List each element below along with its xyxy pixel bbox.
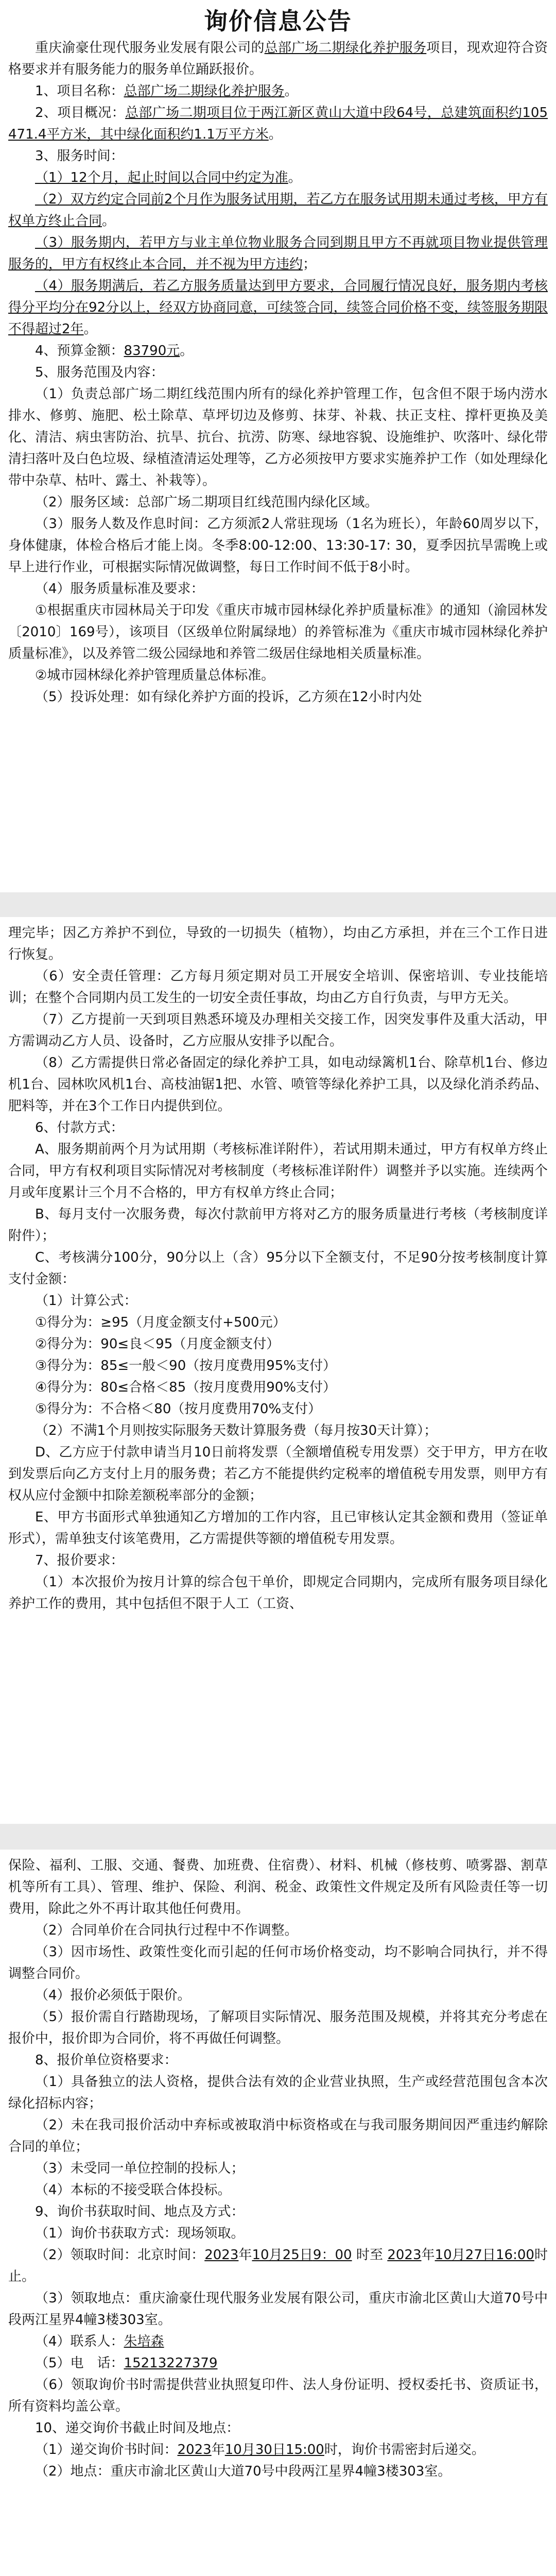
underlined-text: （4）服务期满后，若乙方服务质量达到甲方要求，合同履行情况良好，服务期内考核得分平均分在92分以上，经双方协商同意，可续签合同，续签合同价格不变，续签服务期限不得超过2年 xyxy=(8,278,548,337)
underlined-text: 83790元 xyxy=(124,343,180,359)
budget-amount xyxy=(8,340,548,362)
text-run: 。 xyxy=(284,83,298,99)
quote-requirement-5: （5）报价需自行踏勘现场，了解项目实际情况、服务范围及规模，并将其充分考虑在报价中，报价即为合同价，将不再做任何调整。 xyxy=(8,2009,548,2046)
document-page-3 xyxy=(0,1850,556,2576)
page-gap xyxy=(0,892,556,917)
qualification-3: （3）未受同一单位控制的投标人； xyxy=(35,2161,245,2176)
contact-person xyxy=(8,2331,548,2352)
text-run: 4、预算金额： xyxy=(35,343,124,359)
text-run: 项目，现欢迎符合资格要求并有服务能力的服务单位踊跃报价。 xyxy=(8,40,548,77)
inquiry-doc-materials: （6）领取询价书时需提供营业执照复印件、法人身份证明、授权委托书、资质证书，所有资料均盖公章。 xyxy=(8,2377,548,2414)
text-run: 年 xyxy=(211,2442,225,2458)
text-run: 2、项目概况： xyxy=(35,105,126,121)
scope-2-area: （2）服务区域：总部广场二期项目红线范围内绿化区域。 xyxy=(35,495,378,510)
quote-requirement-2: （2）合同单价在合同执行过程中不作调整。 xyxy=(35,1923,298,1938)
score-tier-2: ②得分为：90≤良＜95（月度金额支付） xyxy=(35,1336,280,1352)
underlined-text: 总部广场二期绿化养护服务 xyxy=(264,40,427,56)
score-tier-4: ④得分为：80≤合格＜85（按月度费用90%支付） xyxy=(35,1380,337,1395)
text-run: （4）联系人： xyxy=(35,2334,124,2349)
underlined-text: （1）12个月，起止时间以合同中约定为准 xyxy=(35,170,288,185)
service-time-2 xyxy=(8,189,548,232)
payment-heading: 6、付款方式： xyxy=(35,1120,124,1136)
contact-phone xyxy=(8,2352,548,2374)
page-gap xyxy=(0,1824,556,1850)
underlined-text: 10月30日15:00 xyxy=(224,2442,324,2458)
text-run: 年 xyxy=(238,2247,252,2263)
underlined-text: （3）服务期内，若甲方与业主单位物业服务合同到期且甲方不再就项目物业提供管理服务的，甲方有权终止本合同，并不视为甲方违约 xyxy=(8,235,548,272)
text-run: 。 xyxy=(268,127,282,142)
submission-heading: 10、递交询价书截止时间及地点： xyxy=(35,2420,240,2436)
qualification-heading: 8、报价单位资格要求： xyxy=(35,2053,178,2068)
text-run: （2）领取时间：北京时间： xyxy=(35,2247,205,2263)
partial-month-rule: （2）不满1个月则按实际服务天数计算服务费（每月按30天计算）； xyxy=(35,1423,438,1438)
qualification-2: （2）未在我司报价活动中弃标或被取消中标资格或在与我司服务期间因严重违约解除合同的单位； xyxy=(8,2117,548,2155)
handover-requirement: （7）乙方提前一天到项目熟悉环境及办理相关交接工作，因突发事件及重大活动，甲方需调动乙方人员、设备时，乙方应服从安排予以配合。 xyxy=(8,1012,548,1049)
underlined-text: 10月25日 xyxy=(252,2247,313,2263)
document-page-2 xyxy=(0,917,556,1824)
project-overview xyxy=(8,102,548,145)
payment-c: C、考核满分100分，90分以上（含）95分以下全额支付，不足90分按考核制度计算支付金额： xyxy=(8,1250,548,1287)
text-run: （1）递交询价书时间： xyxy=(35,2442,178,2458)
text-run: 时止。 xyxy=(8,2247,548,2284)
document-page-1 xyxy=(0,0,556,892)
underlined-text: 16:00 xyxy=(495,2247,534,2263)
underlined-text: 9：00 xyxy=(312,2247,352,2263)
scope-4-quality: （4）服务质量标准及要求： xyxy=(35,581,204,597)
text-run: 时，询价书需密封后递交。 xyxy=(324,2442,485,2458)
service-time-heading: 3、服务时间： xyxy=(35,148,124,164)
text-run: 时至 xyxy=(352,2247,388,2263)
quote-requirement-3: （3）因市场性、政策性变化而引起的任何市场价格变动，均不影响合同执行，并不得调整合同价。 xyxy=(8,1944,548,1981)
qualification-4: （4）本标的不接受联合体投标。 xyxy=(35,2182,231,2198)
underlined-text: 2023 xyxy=(387,2247,422,2263)
inquiry-doc-heading: 9、询价书获取时间、地点及方式： xyxy=(35,2204,245,2219)
submission-time xyxy=(8,2439,548,2461)
equipment-requirement: （8）乙方需提供日常必备固定的绿化养护工具，如电动绿篱机1台、除草机1台、修边机1台、园林吹风机1台、高枝油锯1把、水管、喷管等绿化养护工具，以及绿化消杀药品、肥料等，并在3个工作日内提供到位。 xyxy=(8,1055,548,1114)
underlined-text: 15213227379 xyxy=(124,2355,218,2371)
scope-heading: 5、服务范围及内容： xyxy=(35,365,164,380)
inquiry-doc-time xyxy=(8,2244,548,2287)
scope-1: （1）负责总部广场二期红线范围内所有的绿化养护管理工作，包含但不限于场内涝水排水、修剪、施肥、松土除草、草坪切边及修剪、抹芽、补栽、扶正支柱、撑杆更换及美化、清洁、病虫害防治、抗旱、抗台、抗涝、防寒、绿地容貌、设施维护、吹落叶、绿化带清扫落叶及白色垃圾、绿植渣清运处理等，乙方必须按甲方要求实施养护工作（如处理绿化带中杂草、枯叶、露土、补栽等）。 xyxy=(8,386,548,488)
underlined-text: 2023 xyxy=(204,2247,239,2263)
text-run: 重庆渝豪仕现代服务业发展有限公司的 xyxy=(35,40,265,56)
scope-3-staff: （3）服务人数及作息时间：乙方须派2人常驻现场（1名为班长），年龄60周岁以下，身体健康，体检合格后才能上岗。冬季8:00-12:00、13:30-17: 30，夏季因抗旱需晚上或早上进行作业，可根据实际情况做调整，每日工作时间不低于8小时。 xyxy=(8,516,548,575)
qualification-1: （1）具备独立的法人资格，提供合法有效的企业营业执照，生产或经营范围包含本次绿化招标内容； xyxy=(8,2074,548,2111)
quality-standard-1: ①根据重庆市园林局关于印发《重庆市城市园林绿化养护质量标准》的通知（渝园林发〔2010〕169号），该项目（区级单位附属绿地）的养管标准为《重庆市城市园林绿化养护质量标准》，以及养管二级公园绿地和养管二级居住绿地相关质量标准。 xyxy=(8,603,548,662)
quality-standard-2: ②城市园林绿化养护管理质量总体标准。 xyxy=(35,668,275,683)
inquiry-doc-location: （3）领取地点：重庆渝豪仕现代服务业发展有限公司，重庆市渝北区黄山大道70号中段两江星界4幢3楼303室。 xyxy=(8,2291,548,2328)
project-name xyxy=(8,80,548,102)
text-run: 。 xyxy=(288,170,302,185)
payment-e: E、甲方书面形式单独通知乙方增加的工作内容，且已审核认定其金额和费用（签证单形式），需单独支付该笔费用，乙方需提供等额的增值税专用发票。 xyxy=(8,1510,548,1547)
inquiry-doc-method: （1）询价书获取方式：现场领取。 xyxy=(35,2226,245,2241)
service-time-4 xyxy=(8,275,548,340)
intro-paragraph xyxy=(8,37,548,80)
formula-heading: （1）计算公式： xyxy=(35,1293,137,1309)
underlined-text: 朱培森 xyxy=(124,2334,164,2349)
text-run: 。 xyxy=(83,321,97,337)
score-tier-1: ①得分为：≥95（月度金额支付+500元） xyxy=(35,1315,286,1330)
underlined-text: 2023 xyxy=(177,2442,212,2458)
text-run: 。 xyxy=(180,343,194,359)
text-run: 年 xyxy=(421,2247,435,2263)
payment-b: B、每月支付一次服务费，每次付款前甲方将对乙方的服务质量进行考核（考核制度详附件）； xyxy=(8,1207,548,1244)
submission-location xyxy=(8,2461,548,2482)
text-run: （5）电 话： xyxy=(35,2355,124,2371)
quote-requirement-1: （1）本次报价为按月计算的综合包干单价，即规定合同期内，完成所有服务项目绿化养护工作的费用，其中包括但不限于人工（工资、 xyxy=(8,1574,548,1612)
payment-d: D、乙方应于付款申请当月10日前将发票（全额增值税专用发票）交于甲方，甲方在收到发票后向乙方支付上月的服务费；若乙方不能提供约定税率的增值税专用发票，则甲方有权从应付金额中扣除差额税率部分的金额； xyxy=(8,1445,548,1503)
complaint-handling: （5）投诉处理：如有绿化养护方面的投诉，乙方须在12小时内处 xyxy=(35,689,422,705)
underlined-text: 总部广场二期绿化养护服务 xyxy=(124,83,285,99)
payment-a: A、服务期前两个月为试用期（考核标准详附件），若试用期未通过，甲方有权单方终止合同，甲方有权利项目实际情况对考核制度（考核标准详附件）调整并予以实施。连续两个月或年度累计三个月不合格的，甲方有权单方终止合同； xyxy=(8,1142,548,1200)
text-run: ； xyxy=(303,257,317,272)
text-run: 1、项目名称： xyxy=(35,83,124,99)
quote-requirement-1-cont: 保险、福利、工服、交通、餐费、加班费、住宿费）、材料、机械（修枝剪、喷雾器、割草机等所有工具）、管理、维护、保险、利润、税金、政策性文件规定及所有风险责任等一切费用，除此之外不再计取其他任何费用。 xyxy=(8,1858,548,1917)
quote-requirements-heading: 7、报价要求： xyxy=(35,1553,124,1568)
safety-management: （6）安全责任管理：乙方每月须定期对员工开展安全培训、保密培训、专业技能培训；在整个合同期内员工发生的一切安全责任事故，均由乙方自行负责，与甲方无关。 xyxy=(8,969,548,1006)
score-tier-3: ③得分为：85≤一般＜90（按月度费用95%支付） xyxy=(35,1358,337,1374)
complaint-handling-cont: 理完毕；因乙方养护不到位，导致的一切损失（植物），均由乙方承担，并在三个工作日进行恢复。 xyxy=(8,925,548,962)
service-time-3 xyxy=(8,232,548,275)
service-time-1 xyxy=(8,167,548,189)
quote-requirement-4: （4）报价必须低于限价。 xyxy=(35,1988,191,2003)
underlined-text: （2）双方约定合同前2个月作为服务试用期，若乙方在服务试用期未通过考核，甲方有权单方终止合同 xyxy=(8,192,548,229)
underlined-text: 10月27日 xyxy=(435,2247,496,2263)
underlined-text: 总部广场二期项目位于两江新区黄山大道中段64号，总建筑面积约105471.4平方米，其中绿化面积约1.1万平方米 xyxy=(8,105,548,142)
text-run: 。 xyxy=(102,213,116,229)
notice-title: 询价信息公告 xyxy=(204,7,352,35)
text-run: （2）地点：重庆市渝北区黄山大道70号中段两江星界4幢3楼303室。 xyxy=(35,2464,451,2479)
score-tier-5: ⑤得分为：不合格＜80（按月度费用70%支付） xyxy=(35,1401,322,1417)
